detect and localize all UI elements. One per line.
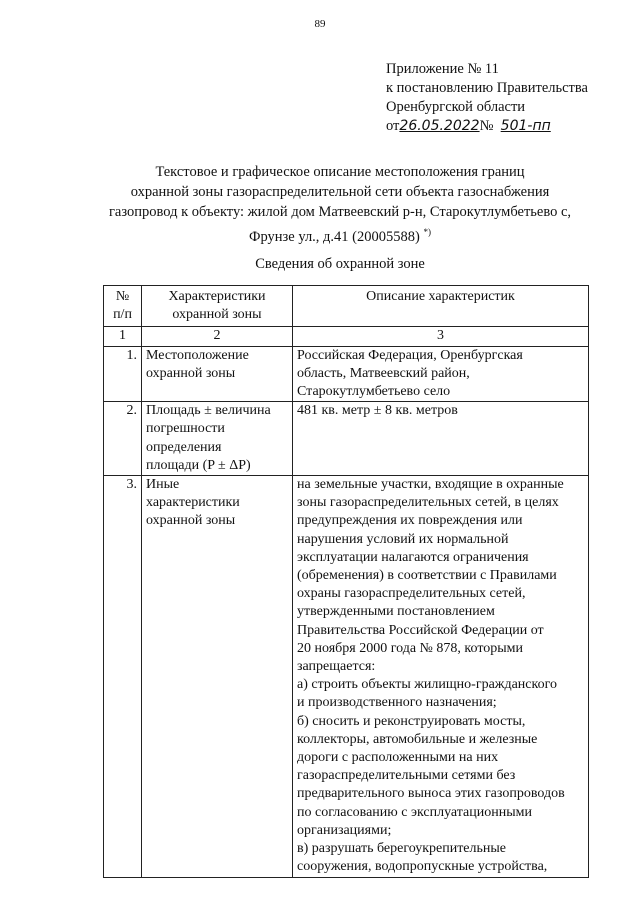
row-description-line: в) разрушать берегоукрепительные <box>297 841 507 857</box>
row-description-line: организациями; <box>297 822 392 838</box>
zone-info-table <box>103 285 589 878</box>
row-description-line: б) сносить и реконструировать мосты, <box>297 713 526 729</box>
title-line-2: охранной зоны газораспределительной сети объекта газоснабжения <box>130 184 550 200</box>
table-row <box>104 402 589 476</box>
row-description-line: предупреждения их повреждения или <box>297 513 523 529</box>
row-characteristic <box>142 402 293 476</box>
section-subtitle: Сведения об охранной зоне <box>255 256 425 272</box>
row-description-line: 481 кв. метр ± 8 кв. метров <box>297 403 458 419</box>
row-characteristic <box>142 476 293 877</box>
row-description-line: дороги с расположенными на них <box>297 750 499 766</box>
header-num-line-1: № <box>115 289 130 304</box>
row-description-line: по согласованию с эксплуатационными <box>297 804 532 820</box>
row-description-line: охраны газораспределительных сетей, <box>297 586 526 602</box>
row-description-line: предварительного выноса этих газопроводов <box>297 786 565 802</box>
row-description-line: область, Матвеевский район, <box>297 365 470 381</box>
row-description-line: Старокутлумбетьево село <box>297 384 451 400</box>
row-description-line: нарушения условий их нормальной <box>297 531 509 547</box>
row-description-line: на земельные участки, входящие в охранные <box>297 477 564 493</box>
row-description-line: а) строить объекты жилищно-гражданского <box>297 677 557 693</box>
row-characteristic-line: Местоположение <box>146 347 249 363</box>
row-number: 2. <box>104 402 142 476</box>
row-number: 3. <box>104 476 142 877</box>
header-characteristics <box>142 286 293 327</box>
page-number: 89 <box>314 18 326 30</box>
row-description-line: утвержденными постановлением <box>297 604 495 620</box>
row-description-line: Российская Федерация, Оренбургская <box>297 347 523 363</box>
col-number-3: 3 <box>293 327 589 346</box>
document-title <box>60 162 620 247</box>
row-characteristic-line: погрешности <box>146 421 225 437</box>
appendix-line-3: Оренбургской области <box>386 99 526 115</box>
row-description <box>293 476 589 877</box>
row-description-line: зоны газораспределительных сетей, в целях <box>297 495 559 511</box>
col-number-2: 2 <box>142 327 293 346</box>
appendix-date-line <box>386 117 588 136</box>
date-prefix: от <box>386 118 400 134</box>
row-characteristic-line: определения <box>146 439 222 455</box>
row-characteristic-line: Иные <box>146 477 180 493</box>
row-description <box>293 402 589 476</box>
row-description <box>293 346 589 402</box>
row-description-line: сооружения, водопропускные устройства, <box>297 859 548 875</box>
title-line-1: Текстовое и графическое описание местоположения границ <box>155 164 525 180</box>
row-characteristic-line: охранной зоны <box>146 365 236 381</box>
row-number: 1. <box>104 346 142 402</box>
row-description-line: коллекторы, автомобильные и железные <box>297 731 538 747</box>
row-characteristic-line: характеристики <box>146 495 240 511</box>
appendix-block <box>386 60 588 136</box>
row-description-line: Правительства Российской Федерации от <box>297 622 544 638</box>
footnote-marker: *) <box>423 227 431 237</box>
header-num <box>104 286 142 327</box>
column-number-row <box>104 327 589 346</box>
col-number-1: 1 <box>104 327 142 346</box>
row-description-line: 20 ноября 2000 года № 878, которыми <box>297 640 524 656</box>
table-row <box>104 476 589 877</box>
handwritten-number: 501-пп <box>500 118 551 134</box>
appendix-line-1: Приложение № 11 <box>386 61 499 77</box>
row-description-line: и производственного назначения; <box>297 695 497 711</box>
title-line-3: газопровод к объекту: жилой дом Матвеевский р-н, Старокутлумбетьево с, <box>108 204 572 220</box>
title-line-4 <box>60 222 620 247</box>
appendix-line-2: к постановлению Правительства <box>386 80 588 96</box>
header-char-line-1: Характеристики <box>168 289 266 304</box>
row-description-line: (обременения) в соответствии с Правилами <box>297 568 557 584</box>
header-num-line-2: п/п <box>113 307 132 323</box>
row-characteristic-line: площади (P ± ΔP) <box>146 457 251 473</box>
row-description-line: запрещается: <box>297 659 376 675</box>
row-description-line: газораспределительными сетями без <box>297 768 516 784</box>
row-characteristic-line: Площадь ± величина <box>146 403 271 419</box>
number-prefix: № <box>479 118 494 134</box>
row-characteristic-line: охранной зоны <box>146 513 236 529</box>
handwritten-date: 26.05.2022 <box>399 118 480 134</box>
row-characteristic <box>142 346 293 402</box>
header-description: Описание характеристик <box>293 286 589 327</box>
table-row <box>104 346 589 402</box>
header-char-line-2: охранной зоны <box>172 307 262 323</box>
row-description-line: эксплуатации налагаются ограничения <box>297 549 529 565</box>
table-header-row <box>104 286 589 327</box>
title-line-4-text: Фрунзе ул., д.41 (20005588) <box>249 228 420 245</box>
